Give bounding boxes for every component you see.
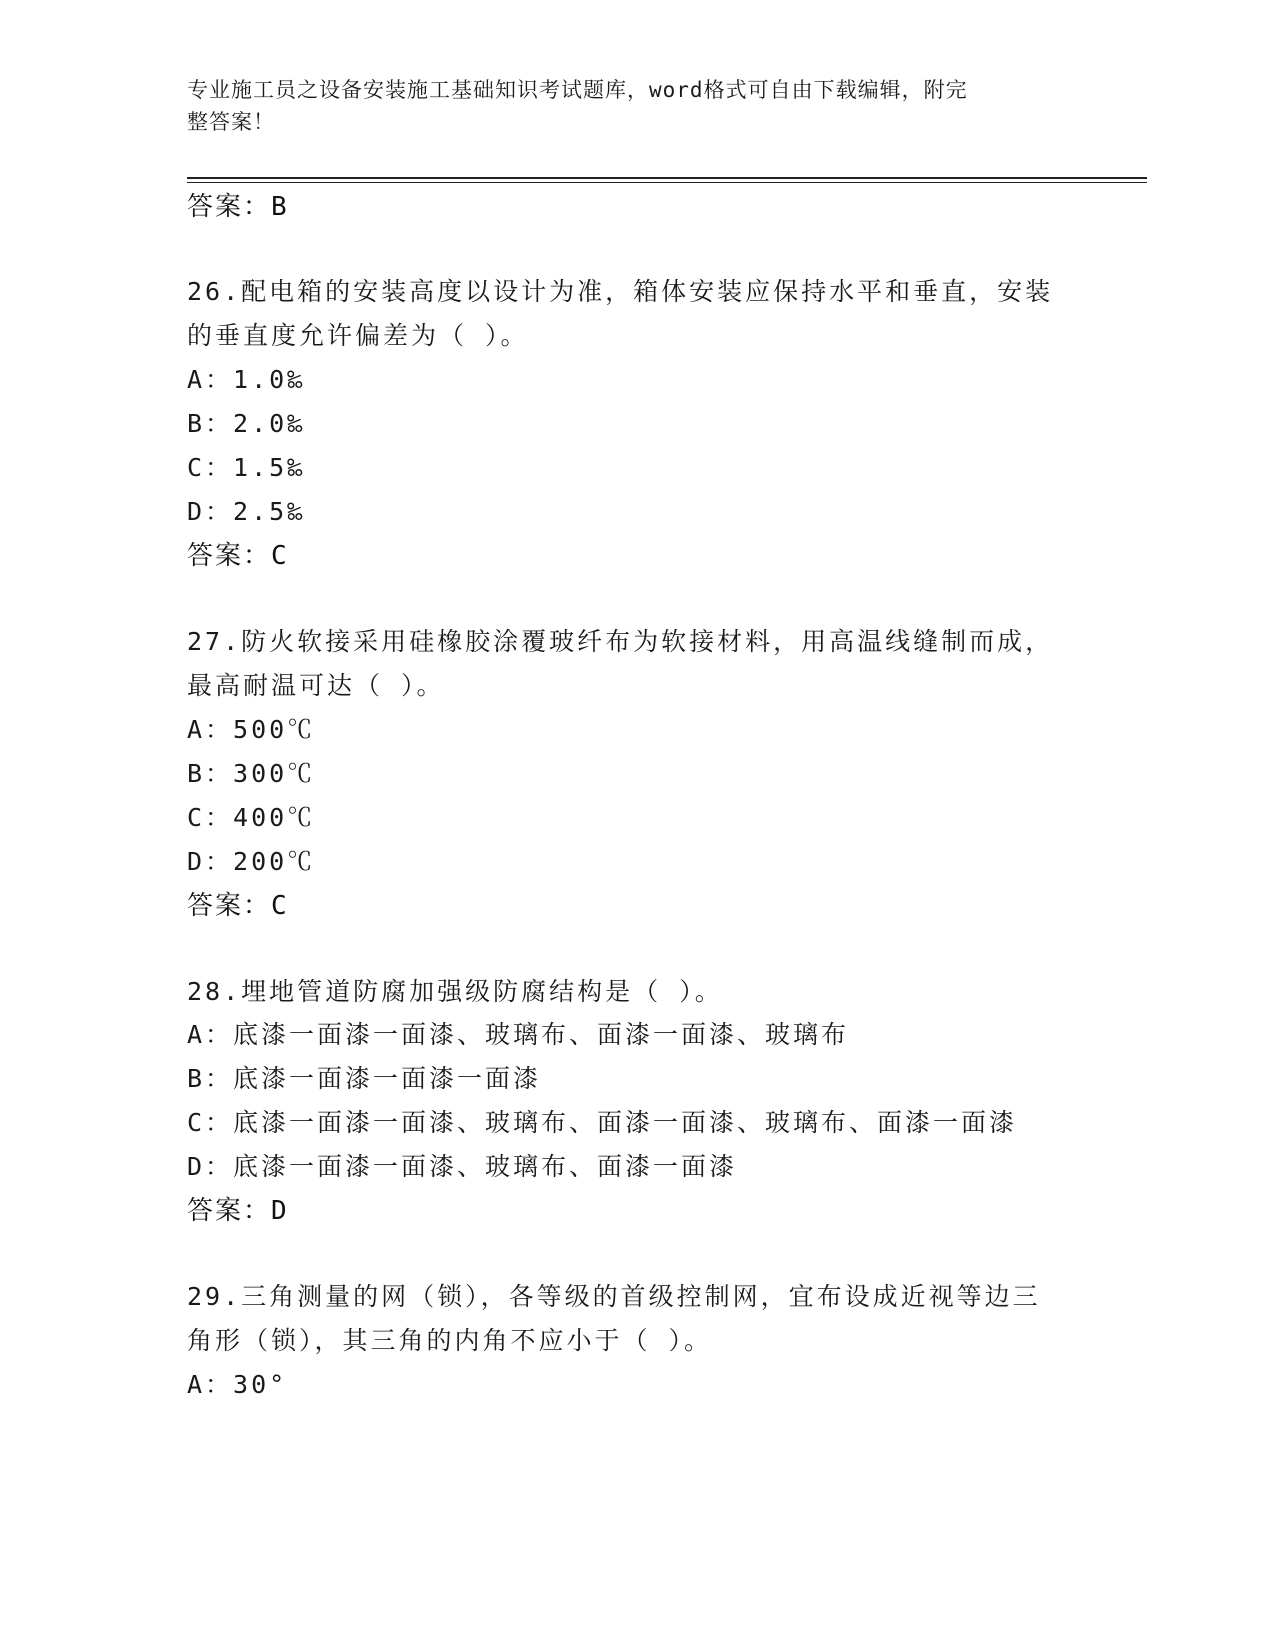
answer-28: 答案：D [187, 1196, 289, 1226]
header-line-2: 整答案！ [187, 110, 275, 134]
question-27-line-1: 27.防火软接采用硅橡胶涂覆玻纤布为软接材料，用高温线缝制而成， [187, 627, 1054, 656]
question-29-line-2: 角形（锁），其三角的内角不应小于（ ）。 [187, 1326, 713, 1355]
header-line-1: 专业施工员之设备安装施工基础知识考试题库，word格式可自由下载编辑，附完 [187, 78, 968, 102]
question-28-option-a: A：底漆一面漆一面漆、玻璃布、面漆一面漆、玻璃布 [187, 1020, 850, 1049]
header-divider-thin [187, 182, 1147, 183]
question-26-line-2: 的垂直度允许偏差为（ ）。 [187, 321, 529, 350]
question-27-option-a: A：500℃ [187, 715, 316, 744]
answer-25: 答案：B [187, 192, 289, 222]
question-28-line-1: 28.埋地管道防腐加强级防腐结构是（ ）。 [187, 977, 723, 1006]
question-26-option-c: C：1.5‰ [187, 453, 306, 482]
answer-26: 答案：C [187, 541, 289, 571]
question-27-option-d: D：200℃ [187, 847, 316, 876]
question-28-option-d: D：底漆一面漆一面漆、玻璃布、面漆一面漆 [187, 1152, 738, 1181]
question-26-option-a: A：1.0‰ [187, 365, 306, 394]
question-29-option-a: A：30° [187, 1370, 288, 1399]
question-26-option-b: B：2.0‰ [187, 409, 306, 438]
question-26-line-1: 26.配电箱的安装高度以设计为准，箱体安装应保持水平和垂直，安装 [187, 277, 1054, 306]
question-28-option-b: B：底漆一面漆一面漆一面漆 [187, 1064, 542, 1093]
header-divider [187, 177, 1147, 179]
question-26-option-d: D：2.5‰ [187, 497, 306, 526]
document-header [187, 74, 1087, 138]
question-29-line-1: 29.三角测量的网（锁），各等级的首级控制网，宜布设成近视等边三 [187, 1282, 1041, 1311]
answer-27: 答案：C [187, 891, 289, 921]
question-28-option-c: C：底漆一面漆一面漆、玻璃布、面漆一面漆、玻璃布、面漆一面漆 [187, 1108, 1018, 1137]
question-27-line-2: 最高耐温可达（ ）。 [187, 671, 445, 700]
question-27-option-c: C：400℃ [187, 803, 316, 832]
question-27-option-b: B：300℃ [187, 759, 316, 788]
